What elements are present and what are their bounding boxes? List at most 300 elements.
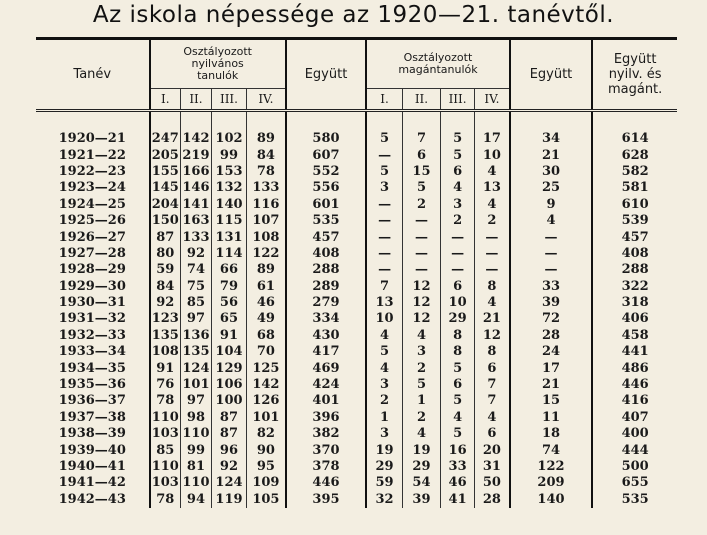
public-class-cell: 114 [211,246,246,262]
year-cell: 1929—30 [58,278,126,294]
public-sum-cell: 446 [286,475,367,491]
table-row [36,492,677,508]
private-class-cell: 19 [366,442,402,458]
private-class-cell: 6 [441,279,475,295]
public-class-cell: 110 [182,426,210,442]
private-class-cell: 3 [441,197,475,213]
public-class-cell: 75 [180,279,211,295]
public-class-cell: 110 [150,410,181,426]
private-sum-cell: — [510,262,593,278]
private-class-cell: 12 [402,311,440,327]
total-cell: 539 [592,213,677,229]
public-class-cell: 141 [182,196,210,212]
private-class-cell: 29 [402,459,440,475]
public-class-cell: 89 [247,131,286,147]
table-row [36,213,677,229]
public-class-cell: 204 [150,197,181,213]
private-class-cell: 3 [366,426,402,442]
public-class-cell: 119 [211,492,246,508]
table-row [36,180,677,196]
private-class-cell: — [402,213,440,229]
total-cell: 318 [592,295,677,311]
public-class-cell: 100 [211,393,246,409]
public-class-cell: 85 [180,295,211,311]
private-class-cell: 3 [366,377,402,393]
spacer-cell [180,111,211,132]
table-row [36,377,677,393]
table-row [36,442,677,458]
private-sum-cell: 30 [510,164,593,180]
private-class-cell: — [441,229,475,245]
spacer-cell [286,111,367,132]
spacer-cell [402,111,440,132]
public-class-cell: 129 [211,360,246,376]
public-class-cell: 116 [247,197,286,213]
table-row [36,197,677,213]
public-sum-cell: 417 [286,344,367,360]
private-class-cell: 5 [366,344,402,360]
private-class-cell: — [475,246,510,262]
spacer-cell [366,111,402,132]
private-class-cell: — [475,229,510,245]
private-class-cell: 2 [441,213,475,229]
public-class-cell: 59 [150,262,181,278]
private-class-cell: — [366,246,402,262]
spacer-cell [36,111,150,132]
table-row [36,459,677,475]
public-class-cell: 49 [247,311,286,327]
private-class-cell: 28 [475,492,510,508]
private-class-cell: 5 [441,393,475,409]
year-cell: 1925—26 [58,213,126,229]
public-sum-cell: 601 [286,197,367,213]
total-cell: 581 [592,180,677,196]
public-sum-cell: 395 [286,492,367,508]
public-class-cell: 142 [182,131,210,147]
public-class-cell: 95 [247,459,286,475]
year-cell: 1931—32 [58,311,126,327]
public-class-cell: 102 [211,131,246,147]
header-tanev: Tanév [73,66,112,82]
public-class-cell: 247 [150,131,181,147]
private-class-cell: 32 [366,492,402,508]
year-cell: 1940—41 [58,459,126,474]
public-class-cell: 101 [247,410,286,426]
total-cell: 610 [592,197,677,213]
private-class-cell: — [441,246,475,262]
private-class-cell: 4 [475,164,510,180]
public-sum-cell: 430 [286,328,367,344]
public-class-cell: 122 [247,246,286,262]
private-class-cell: — [402,246,440,262]
table-row [36,344,677,360]
private-class-cell: 10 [475,147,510,163]
year-cell: 1922—23 [58,163,126,179]
spacer-cell [211,111,246,132]
private-class-cell: 50 [475,475,510,491]
public-class-cell: 70 [247,344,286,360]
public-sum-cell: 552 [286,164,367,180]
total-cell: 322 [592,279,677,295]
public-class-cell: 91 [150,360,181,376]
private-class-cell: 10 [366,311,402,327]
public-sum-cell: 279 [286,295,367,311]
year-cell: 1934—35 [58,360,126,376]
year-cell: 1937—38 [58,409,126,425]
year-cell: 1939—40 [58,442,126,458]
spacer-cell [510,111,593,132]
private-sum-cell: 28 [510,328,593,344]
private-sum-cell: 72 [510,311,593,327]
table-row [36,410,677,426]
header-egyutt-public: Együtt [286,40,367,111]
private-class-cell: 12 [402,295,440,311]
private-class-cell: 39 [402,492,440,508]
private-class-cell: 33 [441,459,475,475]
private-class-cell: 59 [366,475,402,491]
public-class-cell: 96 [211,442,246,458]
private-class-cell: 6 [441,164,475,180]
private-sum-cell: 18 [510,426,593,442]
public-class-cell: 89 [247,262,286,278]
public-sum-cell: 401 [286,393,367,409]
public-class-cell: 115 [211,213,246,229]
private-class-cell: 17 [475,131,510,147]
table-row [36,279,677,295]
private-class-cell: 46 [441,475,475,491]
private-class-cell: 6 [475,360,510,376]
private-sum-cell: 21 [510,147,593,163]
public-sum-cell: 556 [286,180,367,196]
private-class-cell: 5 [402,180,440,196]
public-class-cell: 76 [150,377,181,393]
private-class-cell: 4 [441,410,475,426]
public-class-cell: 110 [182,475,210,491]
private-sum-cell: 11 [510,410,593,426]
spacer-cell [441,111,475,132]
header-private-class-iv: IV. [475,89,510,111]
private-sum-cell: 34 [510,131,593,147]
private-class-cell: 6 [475,426,510,442]
private-class-cell: — [366,262,402,278]
public-sum-cell: 378 [286,459,367,475]
private-class-cell: — [441,262,475,278]
year-cell: 1920—21 [58,131,126,147]
public-sum-cell: 370 [286,442,367,458]
private-class-cell: 2 [402,360,440,376]
spacer-cell [150,111,181,132]
private-class-cell: 21 [475,311,510,327]
public-class-cell: 125 [247,360,286,376]
table-row [36,262,677,278]
header-class-iv: IV. [247,89,286,111]
public-class-cell: 82 [247,426,286,442]
total-cell: 444 [592,442,677,458]
private-class-cell: 7 [402,131,440,147]
table-row [36,246,677,262]
private-class-cell: 5 [441,131,475,147]
public-class-cell: 124 [182,360,210,376]
private-class-cell: 2 [366,393,402,409]
private-class-cell: 5 [402,377,440,393]
private-class-cell: — [366,147,402,163]
public-sum-cell: 382 [286,426,367,442]
table-row [36,164,677,180]
public-class-cell: 79 [211,279,246,295]
private-class-cell: 3 [366,180,402,196]
header-private-class-iii: III. [441,89,475,111]
total-cell: 408 [592,246,677,262]
total-cell: 446 [592,377,677,393]
private-class-cell: 6 [441,377,475,393]
private-sum-cell: 33 [510,279,593,295]
private-sum-cell: 209 [510,475,593,491]
public-sum-cell: 580 [286,131,367,147]
public-class-cell: 133 [182,229,210,245]
total-cell: 500 [592,459,677,475]
private-sum-cell: 140 [510,492,593,508]
private-class-cell: 19 [402,442,440,458]
total-cell: 407 [592,410,677,426]
private-class-cell: 7 [475,393,510,409]
public-sum-cell: 289 [286,279,367,295]
public-class-cell: 85 [150,442,181,458]
public-class-cell: 99 [180,442,211,458]
public-class-cell: 74 [180,262,211,278]
header-private-class-ii: II. [402,89,440,111]
private-class-cell: 29 [441,311,475,327]
table-row [36,295,677,311]
private-class-cell: — [402,229,440,245]
table-body [36,131,677,508]
private-class-cell: 41 [441,492,475,508]
public-class-cell: 123 [150,311,181,327]
public-sum-cell: 535 [286,213,367,229]
public-sum-cell: 424 [286,377,367,393]
total-cell: 400 [592,426,677,442]
public-class-cell: 97 [180,311,211,327]
private-class-cell: 5 [441,147,475,163]
table-row [36,360,677,376]
public-sum-cell: 457 [286,229,367,245]
table-row [36,311,677,327]
total-cell: 406 [592,311,677,327]
private-class-cell: 8 [475,344,510,360]
year-cell: 1942—43 [58,491,126,507]
public-class-cell: 106 [211,377,246,393]
private-class-cell: 12 [402,279,440,295]
public-class-cell: 140 [211,197,246,213]
population-table-frame [36,37,677,516]
public-class-cell: 80 [150,246,181,262]
public-class-cell: 97 [180,393,211,409]
private-class-cell: 1 [366,410,402,426]
public-class-cell: 126 [247,393,286,409]
page-title: Az iskola népessége az 1920—21. tanévtől. [92,2,615,28]
private-class-cell: 4 [366,360,402,376]
private-class-cell: 15 [402,164,440,180]
header-egyutt-private: Együtt [510,40,593,111]
private-class-cell: 4 [441,180,475,196]
header-class-iii: III. [211,89,246,111]
public-class-cell: 94 [180,492,211,508]
public-class-cell: 133 [247,180,286,196]
total-cell: 458 [592,328,677,344]
public-class-cell: 145 [150,180,181,196]
public-sum-cell: 288 [286,262,367,278]
private-class-cell: 7 [366,279,402,295]
table-row [36,131,677,147]
private-class-cell: 13 [475,180,510,196]
year-cell: 1936—37 [58,393,126,409]
private-sum-cell: 24 [510,344,593,360]
private-sum-cell: 25 [510,180,593,196]
private-sum-cell: 122 [510,459,593,475]
public-class-cell: 150 [150,213,181,229]
public-class-cell: 90 [247,442,286,458]
public-class-cell: 163 [182,213,210,229]
public-class-cell: 98 [180,410,211,426]
private-class-cell: — [475,262,510,278]
table-row [36,229,677,245]
private-sum-cell: — [510,229,593,245]
private-class-cell: 4 [475,295,510,311]
spacer-cell [247,111,286,132]
private-class-cell: 54 [402,475,440,491]
private-class-cell: 2 [402,197,440,213]
total-cell: 416 [592,393,677,409]
public-class-cell: 99 [211,147,246,163]
year-cell: 1926—27 [58,229,126,245]
public-class-cell: 107 [247,213,286,229]
spacer-cell [592,111,677,132]
public-sum-cell: 469 [286,360,367,376]
private-sum-cell: 9 [510,197,593,213]
private-class-cell: 12 [475,328,510,344]
public-class-cell: 135 [150,328,181,344]
table-row [36,393,677,409]
private-class-cell: 4 [475,197,510,213]
private-sum-cell: — [510,246,593,262]
private-class-cell: 13 [366,295,402,311]
year-cell: 1928—29 [58,262,126,278]
table-row [36,328,677,344]
private-class-cell: 20 [475,442,510,458]
table-row [36,426,677,442]
year-cell: 1932—33 [58,327,126,343]
private-class-cell: 5 [441,360,475,376]
public-class-cell: 81 [180,459,211,475]
public-class-cell: 108 [150,344,181,360]
table-row [36,475,677,491]
total-cell: 288 [592,262,677,278]
private-sum-cell: 4 [510,213,593,229]
public-class-cell: 109 [247,475,286,491]
private-sum-cell: 74 [510,442,593,458]
public-class-cell: 110 [150,459,181,475]
private-class-cell: — [366,197,402,213]
public-class-cell: 87 [211,410,246,426]
public-class-cell: 61 [247,279,286,295]
public-class-cell: 124 [211,475,246,491]
private-class-cell: 5 [366,164,402,180]
private-class-cell: 4 [402,426,440,442]
spacer-cell [475,111,510,132]
private-class-cell: 8 [441,328,475,344]
private-class-cell: — [402,262,440,278]
public-class-cell: 108 [247,229,286,245]
year-cell: 1941—42 [58,475,126,491]
private-class-cell: 16 [441,442,475,458]
public-class-cell: 166 [182,163,210,179]
public-class-cell: 87 [211,426,246,442]
public-class-cell: 78 [150,393,181,409]
private-class-cell: 7 [475,377,510,393]
public-class-cell: 104 [211,344,246,360]
total-cell: 535 [592,492,677,508]
private-sum-cell: 21 [510,377,593,393]
private-class-cell: 2 [475,213,510,229]
header-class-i: I. [150,89,181,111]
year-cell: 1923—24 [58,180,126,196]
year-cell: 1921—22 [58,147,126,163]
public-sum-cell: 334 [286,311,367,327]
public-class-cell: 103 [150,426,181,442]
header-private-class-i: I. [366,89,402,111]
public-class-cell: 153 [211,164,246,180]
private-class-cell: 10 [441,295,475,311]
private-class-cell: 8 [475,279,510,295]
private-class-cell: 5 [441,426,475,442]
public-class-cell: 142 [247,377,286,393]
public-class-cell: 155 [150,164,181,180]
header-private-group: Osztályozott magántanulók [366,40,509,89]
public-class-cell: 65 [211,311,246,327]
public-class-cell: 68 [247,328,286,344]
total-cell: 582 [592,164,677,180]
public-class-cell: 132 [211,180,246,196]
public-class-cell: 103 [150,475,181,491]
public-class-cell: 91 [211,328,246,344]
total-cell: 655 [592,475,677,491]
total-cell: 457 [592,229,677,245]
private-class-cell: 3 [402,344,440,360]
public-class-cell: 136 [182,327,210,343]
public-class-cell: 135 [182,344,210,360]
header-total: Együtt nyilv. és magánt. [592,40,677,111]
public-class-cell: 87 [150,229,181,245]
public-class-cell: 46 [247,295,286,311]
private-class-cell: — [366,213,402,229]
total-cell: 628 [592,147,677,163]
public-class-cell: 146 [182,180,210,196]
year-cell: 1927—28 [58,245,126,261]
private-class-cell: 5 [366,131,402,147]
public-sum-cell: 408 [286,246,367,262]
public-class-cell: 92 [180,246,211,262]
public-class-cell: 78 [150,492,181,508]
public-class-cell: 92 [150,295,181,311]
public-class-cell: 56 [211,295,246,311]
public-sum-cell: 396 [286,410,367,426]
private-class-cell: — [366,229,402,245]
private-sum-cell: 15 [510,393,593,409]
year-cell: 1933—34 [58,344,126,360]
public-class-cell: 84 [150,279,181,295]
public-class-cell: 66 [211,262,246,278]
public-class-cell: 101 [182,377,210,393]
private-sum-cell: 17 [510,360,593,376]
